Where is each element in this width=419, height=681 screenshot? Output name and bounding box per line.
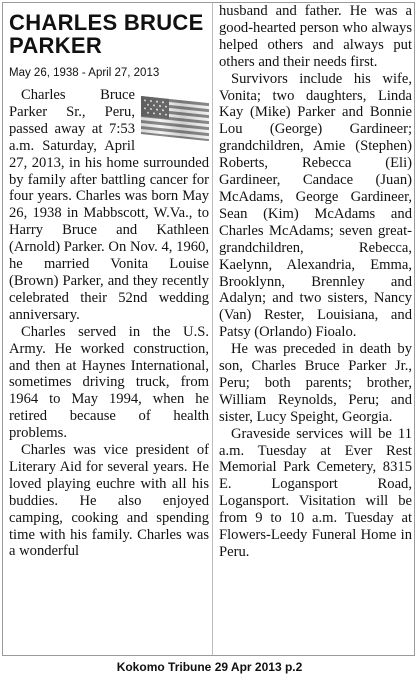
- left-column: [9, 3, 209, 560]
- obituary-headline: [9, 11, 209, 57]
- life-dates: May 26, 1938 - April 27, 2013: [9, 67, 160, 79]
- obituary-paragraph-death: Charles Bruce Parker Sr., Peru, passed away at 7:53 a.m. Saturday, April 27, 2013, in his home surrounded by family after battling cancer for four years. Charles was born May 26, 1938 in Mabbscott, W.Va., to Harry Bruce and Kathleen (Arnold) Parker. On Nov. 4, 1960, he married Vonita Louise (Brown) Parker, and they recently celebrated their 52nd wedding anniversary.: [9, 87, 209, 323]
- obituary-paragraph-hobbies: Charles was vice president of Literary Aid for several years. He loved playing euchre with all his buddies. He also enjoyed camping, cooking and spending time with his family. Charles was a wonderful: [9, 442, 209, 560]
- headline-line-2: PARKER: [9, 33, 103, 58]
- headline-line-1: CHARLES BRUCE: [9, 10, 204, 35]
- american-flag-icon: [141, 95, 209, 141]
- obituary-paragraph-survivors: Survivors include his wife, Vonita; two daughters, Linda Kay (Mike) Parker and Bonnie Lou (George) Gardineer; grandchildren, Amie (Stephen) Roberts, Rebecca (Eli) Gardineer, Candace (Juan) McAdams, George Gardineer, Sean (Kim) McAdams and Charles McAdams; seven great-grandchildren, Rebecca, Kaelynn, Alexandria, Emma, Brooklynn, Brennley and Adalyn; and two sisters, Nancy (Van) Rester, Louisiana, and Patsy (Orlando) Fioalo.: [219, 70, 412, 341]
- obituary-paragraph-army: Charles served in the U.S. Army. He worked construction, and then at Haynes International, sometimes driving truck, from 1964 to May 1994, when he retired because of health problems.: [9, 323, 209, 442]
- right-column: [219, 3, 412, 561]
- obituary-paragraph-character: husband and father. He was a good-hearted person who always helped others and always put others and their needs first.: [219, 3, 412, 70]
- source-caption: Kokomo Tribune 29 Apr 2013 p.2: [116, 660, 303, 674]
- column-divider: [212, 3, 213, 655]
- obituary-clipping: [2, 2, 415, 656]
- obituary-paragraph-preceded: He was preceded in death by son, Charles Bruce Parker Jr., Peru; both parents; brother, William Reynolds, Peru; and sister, Lucy Speight, Georgia.: [219, 341, 412, 425]
- obituary-paragraph-services: Graveside services will be 11 a.m. Tuesday at Ever Rest Memorial Park Cemetery, 8315 E. Logansport Road, Logansport. Visitation will be from 9 to 10 a.m. Tuesday at Flowers-Leedy Funeral Home in Peru.: [219, 425, 412, 560]
